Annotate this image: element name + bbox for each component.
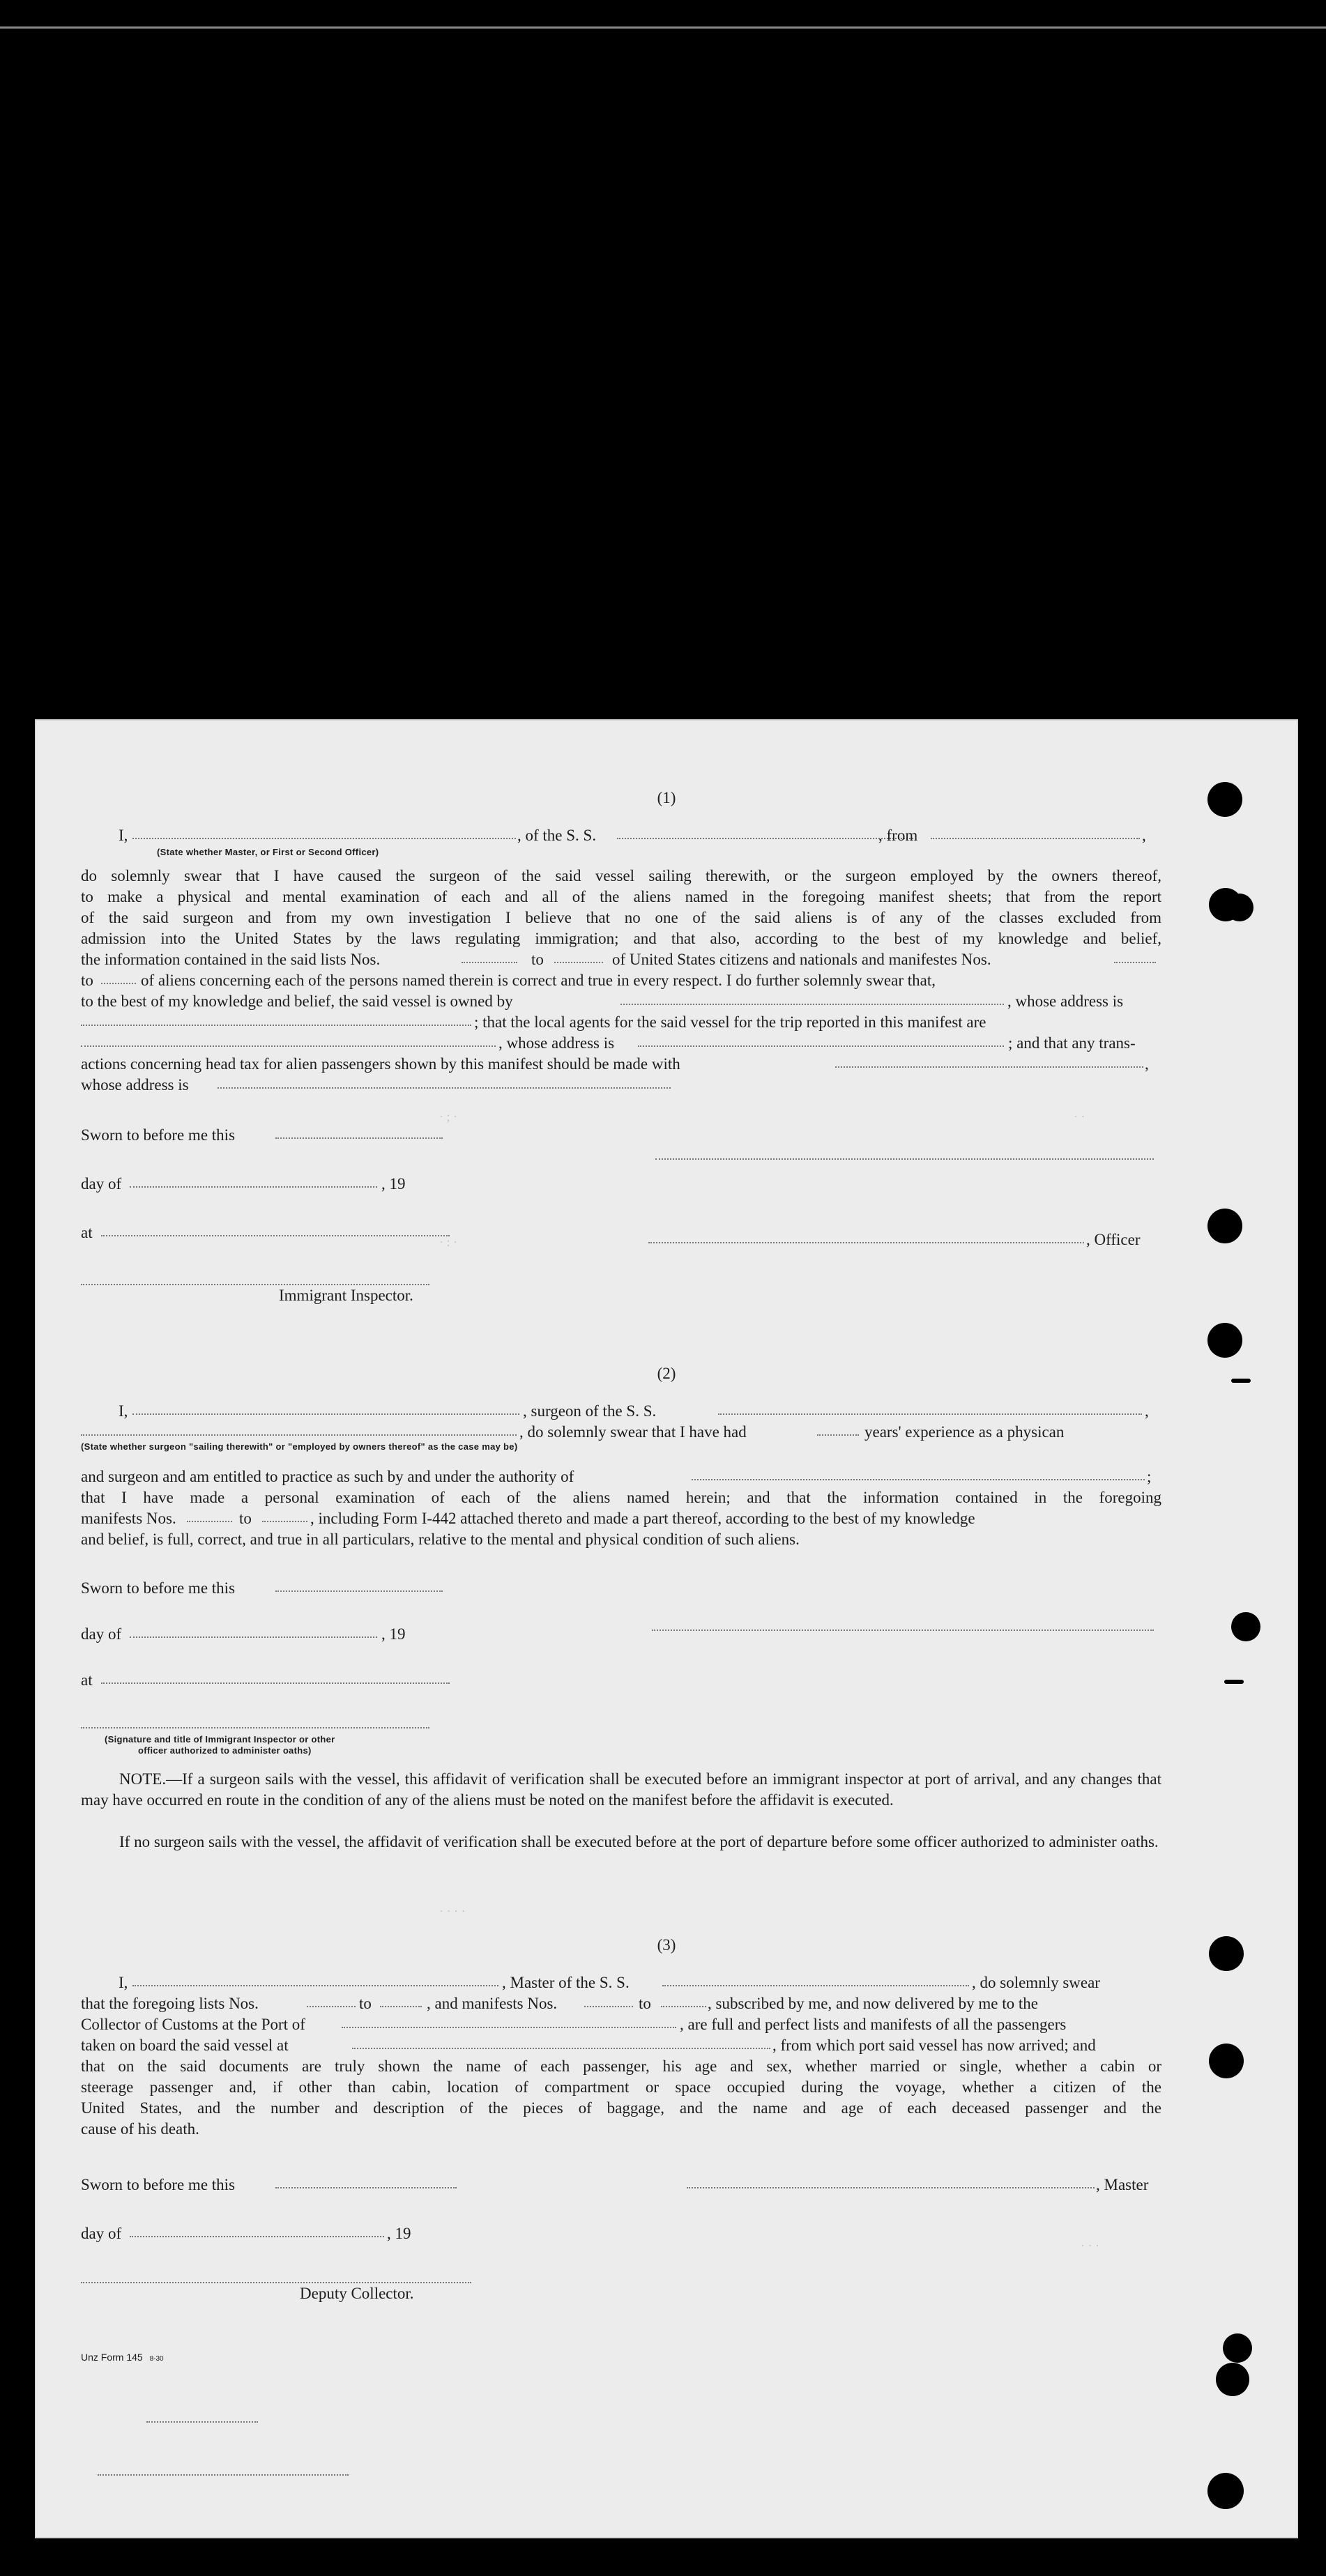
- sec1-day-of: day of: [81, 1175, 122, 1193]
- sec2-at: at: [81, 1671, 93, 1689]
- sec3-day-of: day of: [81, 2225, 122, 2242]
- sec1-sworn: Sworn to before me this: [81, 1126, 236, 1144]
- punch-hole: [1209, 2044, 1244, 2078]
- punch-hole: [1207, 1323, 1242, 1358]
- sec1-i: I,: [119, 827, 128, 844]
- sec2-signature-note-1: (Signature and title of Immigrant Inspector or other: [105, 1734, 335, 1745]
- sec3-master: , Master: [1096, 2176, 1149, 2193]
- sec2-experience: years' experience as a physican: [864, 1423, 1065, 1441]
- collector-port-blank: [342, 2014, 676, 2028]
- sec1-month-blank: [130, 1174, 377, 1188]
- master-signature-blank: [687, 2175, 1095, 2188]
- owner-blank: [620, 991, 1004, 1005]
- sec1-aliens-text: of aliens concerning each of the persons named therein is correct and true in every respect. I do further solemnly swear that,: [141, 972, 936, 989]
- sec2-month-blank: [130, 1624, 377, 1638]
- sec1-of-ss: , of the S. S.: [517, 827, 597, 844]
- years-blank: [817, 1422, 859, 1436]
- sec2-surgeon-of: , surgeon of the S. S.: [523, 1402, 657, 1420]
- sec1-comma: ,: [1142, 827, 1146, 844]
- sec3-paragraph-line: that on the said documents are truly shown the name of each passenger, his age and sex, whether married or single, whether a cabin or: [81, 2057, 1161, 2075]
- sec3-paragraph-line: United States, and the number and description of the pieces of baggage, and the name and age of each deceased passenger and the: [81, 2099, 1161, 2117]
- punch-hole: [1207, 2473, 1244, 2509]
- owner-address-blank: [81, 1012, 471, 1026]
- note-paragraph: NOTE.—If a surgeon sails with the vessel, this affidavit of verification shall be executed before an immigrant inspector at port of arrival, and any changes that may have occurred en route in the condition of any of the aliens must be noted on the manifest before the affidavit is executed.: [81, 1770, 1161, 1809]
- agents-blank: [81, 1033, 496, 1047]
- sec1-inspector: Immigrant Inspector.: [279, 1287, 413, 1304]
- sec3-paragraph-line: steerage passenger and, if other than cabin, location of compartment or space occupied during the voyage, whether a citizen of the: [81, 2078, 1161, 2096]
- sec1-paragraph-line: admission into the United States by the laws regulating immigration; and that also, according to the best of my knowledge and belief,: [81, 930, 1161, 947]
- note-paragraph-2: If no surgeon sails with the vessel, the affidavit of verification shall be executed before at the port of departure before some officer authorized to administer oaths.: [119, 1833, 1159, 1850]
- sec1-to-2: to: [81, 972, 93, 989]
- sec3-solemnly: , do solemnly swear: [972, 1974, 1100, 1991]
- sec3-collector: Collector of Customs at the Port of: [81, 2016, 305, 2033]
- sec1-lists-label: the information contained in the said lists Nos.: [81, 951, 381, 968]
- sec2-to: to: [239, 1510, 252, 1527]
- sec2-solemnly: , do solemnly swear that I have had: [519, 1423, 747, 1441]
- sec2-authority: and surgeon and am entitled to practice as such by and under the authority of: [81, 1468, 574, 1485]
- sec3-to-2: to: [639, 1995, 651, 2012]
- sec3-master-of: , Master of the S. S.: [502, 1974, 630, 1991]
- sec2-comma: ,: [1145, 1402, 1149, 1420]
- sec1-paragraph-line: of the said surgeon and from my own investigation I believe that no one of the said aliens is of any of the classes excluded from: [81, 909, 1161, 926]
- top-rule: [0, 26, 1326, 29]
- form-number: [81, 2352, 164, 2363]
- sec1-citizens-label: of United States citizens and nationals and manifestes Nos.: [612, 951, 991, 968]
- agents-address-blank: [638, 1033, 1004, 1047]
- sec1-trans: ; and that any trans-: [1008, 1034, 1136, 1052]
- sec2-paragraph-line: that I have made a personal examination of each of the aliens named herein; and that the information contained in the foregoing: [81, 1489, 1161, 1506]
- punch-hole: [1231, 1612, 1260, 1641]
- sec1-place-blank: [101, 1222, 450, 1236]
- sec2-inspector-signature-blank: [81, 1715, 429, 1728]
- surgeon-signature-blank: [652, 1617, 1154, 1631]
- sec3-month-blank: [130, 2223, 384, 2237]
- sec1-head-tax: actions concerning head tax for alien passengers shown by this manifest should be made with: [81, 1055, 680, 1073]
- head-tax-address-blank: [218, 1075, 671, 1089]
- sec3-year: , 19: [387, 2225, 411, 2242]
- sec1-at: at: [81, 1224, 93, 1241]
- manifest-sheet: [35, 719, 1298, 2538]
- bleed-through-mark: · · · ·: [439, 1904, 466, 1918]
- sec1-comma-2: ,: [1145, 1055, 1149, 1073]
- sec3-manifest-to-blank: [661, 1993, 706, 2007]
- sec3-lists-to-blank: [380, 1993, 422, 2007]
- sec3-subscribed: , subscribed by me, and now delivered by me to the: [708, 1995, 1038, 2012]
- surgeon-type-blank: [81, 1422, 517, 1436]
- section-1-number: (1): [657, 789, 676, 806]
- sec3-taken-on-board: taken on board the said vessel at: [81, 2037, 289, 2054]
- punch-hole: [1224, 1680, 1244, 1684]
- sec2-sworn: Sworn to before me this: [81, 1579, 236, 1597]
- sworn-date-blank: [275, 1125, 443, 1139]
- sec2-i: I,: [119, 1402, 128, 1420]
- sec1-to: to: [531, 951, 544, 968]
- section-2-number: (2): [657, 1365, 676, 1382]
- head-tax-blank: [835, 1054, 1143, 1068]
- from-port-blank: [931, 825, 1140, 839]
- sec2-sworn-date-blank: [275, 1578, 443, 1592]
- surgeon-type-note: (State whether surgeon "sailing therewith" or "employed by owners thereof" as the case may be): [81, 1441, 518, 1452]
- punch-hole: [1216, 2363, 1249, 2396]
- officer-signature-blank: [655, 1146, 1154, 1160]
- sec1-agents-text: ; that the local agents for the said vessel for the trip reported in this manifest are: [474, 1013, 986, 1031]
- sec1-whose-address: whose address is: [81, 1076, 189, 1094]
- sec3-sworn: Sworn to before me this: [81, 2176, 236, 2193]
- footer-blank: [146, 2409, 258, 2423]
- sec2-including: , including Form I-442 attached thereto and made a part thereof, according to the best of my knowledge: [310, 1510, 975, 1527]
- sec1-owner-address: , whose address is: [1007, 992, 1124, 1010]
- sec2-manifest-to-blank: [262, 1508, 307, 1522]
- sec3-master-name-blank: [132, 1972, 498, 1986]
- lists-to-blank: [554, 949, 603, 963]
- manifests-from-blank: [1114, 949, 1156, 963]
- sec2-belief: and belief, is full, correct, and true in all particulars, relative to the mental and physical condition of such aliens.: [81, 1531, 800, 1548]
- inspector-signature-blank: [81, 1271, 429, 1285]
- sec3-manifests: , and manifests Nos.: [427, 1995, 558, 2012]
- punch-hole: [1226, 894, 1253, 921]
- sec3-deputy: Deputy Collector.: [300, 2285, 414, 2302]
- master-name-blank: [132, 825, 516, 839]
- sec3-manifest-from-blank: [584, 1993, 633, 2007]
- lists-from-blank: [462, 949, 517, 963]
- footer-blank: [98, 2462, 349, 2476]
- manifests-to-blank: [101, 970, 136, 984]
- sec2-vessel-blank: [718, 1401, 1142, 1415]
- sec1-officer: , Officer: [1086, 1231, 1141, 1248]
- sec3-sworn-date-blank: [275, 2175, 457, 2188]
- punch-hole: [1223, 2333, 1252, 2363]
- bleed-through-mark: · · ·: [1081, 2239, 1099, 2253]
- section-3-number: (3): [657, 1936, 676, 1954]
- sec3-i: I,: [119, 1974, 128, 1991]
- vessel-name-blank: [617, 825, 913, 839]
- punch-hole: [1207, 1209, 1242, 1243]
- form-number-label: Unz Form 145: [81, 2352, 143, 2363]
- sec2-day-of: day of: [81, 1625, 122, 1643]
- bleed-through-mark: · ·: [1074, 1110, 1085, 1124]
- authority-blank: [692, 1466, 1145, 1480]
- sec3-arrived: , from which port said vessel has now arrived; and: [772, 2037, 1096, 2054]
- sec2-place-blank: [101, 1670, 450, 1684]
- sec3-lists-from-blank: [307, 1993, 356, 2007]
- officer-line-blank: [648, 1229, 1084, 1243]
- sec1-paragraph-line: to make a physical and mental examination of each and all of the aliens named in the foregoing manifest sheets; that from the report: [81, 888, 1161, 905]
- sec1-from: , from: [878, 827, 918, 844]
- sec3-full-lists: , are full and perfect lists and manifests of all the passengers: [680, 2016, 1067, 2033]
- sec2-year: , 19: [381, 1625, 406, 1643]
- sec2-signature-note-2: officer authorized to administer oaths): [138, 1745, 312, 1756]
- departure-port-blank: [352, 2035, 770, 2049]
- sec1-owned-by: to the best of my knowledge and belief, the said vessel is owned by: [81, 992, 513, 1010]
- sec3-lists: that the foregoing lists Nos.: [81, 1995, 259, 2012]
- surgeon-name-blank: [132, 1401, 519, 1415]
- sec2-manifests: manifests Nos.: [81, 1510, 176, 1527]
- deputy-signature-blank: [81, 2269, 471, 2283]
- sec3-vessel-blank: [662, 1972, 969, 1986]
- sec3-to: to: [359, 1995, 372, 2012]
- sec2-manifest-from-blank: [187, 1508, 232, 1522]
- sec3-last-line: cause of his death.: [81, 2120, 199, 2138]
- form-number-code: 8-30: [149, 2355, 164, 2363]
- bleed-through-mark: · : ·: [439, 1235, 457, 1249]
- officer-type-note: (State whether Master, or First or Second Officer): [157, 847, 379, 857]
- sec1-year: , 19: [381, 1175, 406, 1193]
- sec1-paragraph-line: do solemnly swear that I have caused the surgeon of the said vessel sailing therewith, or the surgeon employed by the owners thereof,: [81, 867, 1161, 884]
- bleed-through-mark: · ; ·: [439, 1110, 457, 1124]
- sec2-semicolon: ;: [1147, 1468, 1152, 1485]
- sec1-agents-address: , whose address is: [498, 1034, 615, 1052]
